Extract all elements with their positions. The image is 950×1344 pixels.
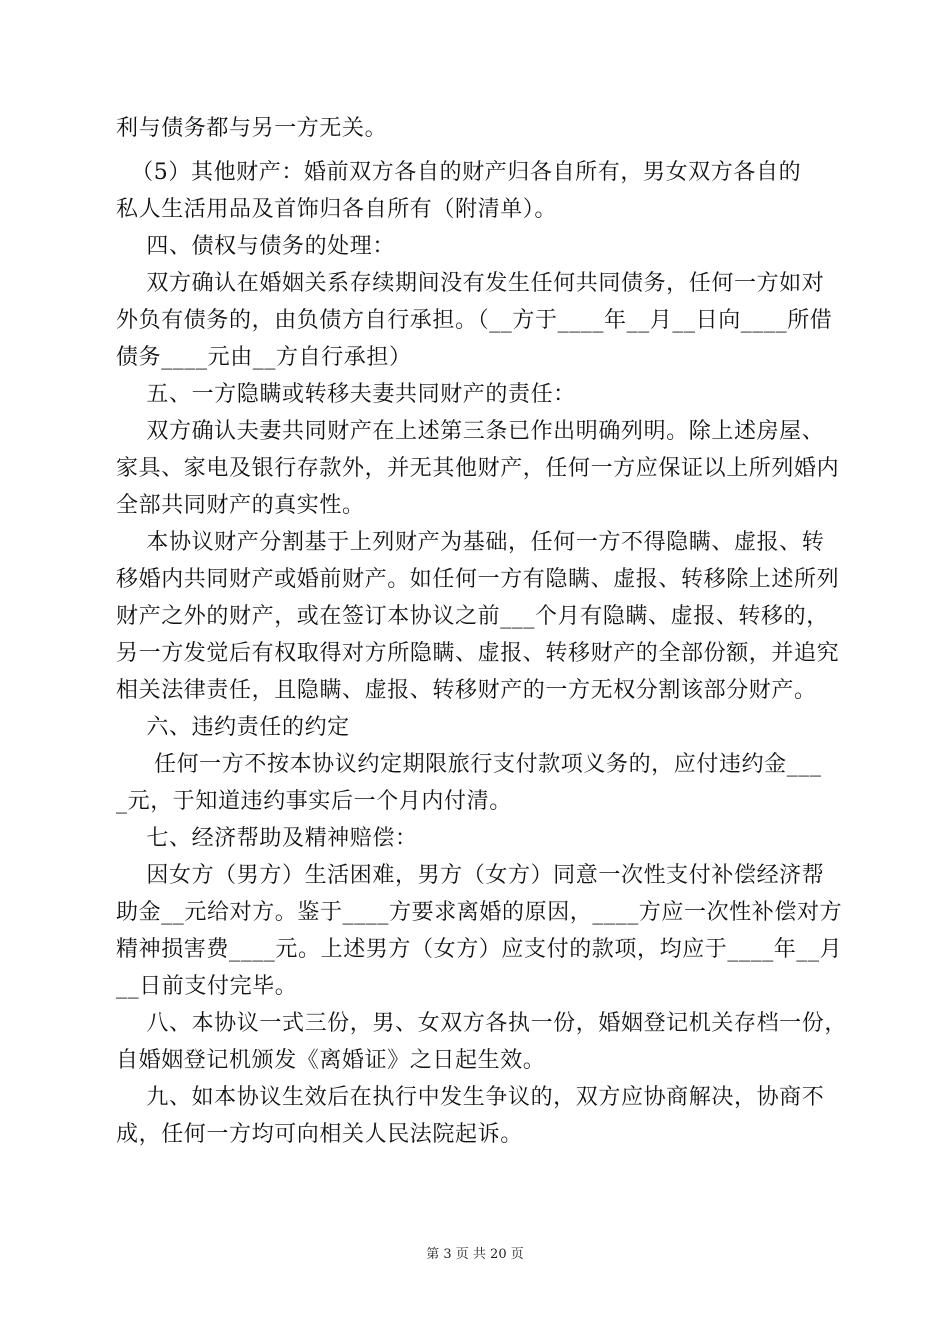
text-line: 精神损害费____元。上述男方（女方）应支付的款项，均应于____年__月: [116, 937, 843, 962]
text-line: 财产之外的财产，或在签订本协议之前___个月有隐瞒、虚报、转移的，: [116, 604, 829, 629]
text-line: 六、违约责任的约定: [116, 715, 350, 740]
text-line: 五、一方隐瞒或转移夫妻共同财产的责任：: [116, 382, 576, 407]
text-line: 相关法律责任，且隐瞒、虚报、转移财产的一方无权分割该部分财产。: [116, 678, 817, 703]
text-line: 利与债务都与另一方无关。: [116, 116, 388, 141]
text-line: 债务____元由__方自行承担）: [116, 345, 412, 370]
text-line: 移婚内共同财产或婚前财产。如任何一方有隐瞒、虚报、转移除上述所列: [116, 567, 840, 592]
text-line: 全部共同财产的真实性。: [116, 493, 365, 518]
text-line: 双方确认夫妻共同财产在上述第三条已作出明确列明。除上述房屋、: [116, 419, 825, 444]
text-line: 家具、家电及银行存款外，并无其他财产，任何一方应保证以上所列婚内: [116, 456, 840, 481]
text-line: 任何一方不按本协议约定期限旅行支付款项义务的，应付违约金___: [116, 752, 822, 777]
text-line: 本协议财产分割基于上列财产为基础，任何一方不得隐瞒、虚报、转: [116, 530, 825, 555]
text-line: 四、债权与债务的处理：: [116, 234, 395, 259]
text-line: _元，于知道违约事实后一个月内付清。: [116, 789, 512, 814]
text-line: 九、如本协议生效后在执行中发生争议的，双方应协商解决，协商不: [116, 1085, 825, 1110]
text-line: __日前支付完毕。: [116, 974, 298, 999]
text-line: 助金__元给对方。鉴于____方要求离婚的原因，____方应一次性补偿对方: [116, 900, 843, 925]
text-line: 另一方发觉后有权取得对方所隐瞒、虚报、转移财产的全部份额，并追究: [116, 641, 840, 666]
text-line: 双方确认在婚姻关系存续期间没有发生任何共同债务，任何一方如对: [116, 271, 825, 296]
text-line: 自婚姻登记机颁发《离婚证》之日起生效。: [116, 1048, 546, 1073]
text-line: 外负有债务的，由负债方自行承担。（__方于____年__月__日向____所借: [116, 308, 833, 333]
text-line: 成，任何一方均可向相关人民法院起诉。: [116, 1122, 523, 1147]
text-line: 私人生活用品及首饰归各自所有（附清单）。: [116, 197, 558, 222]
page-number-footer: 第 3 页 共 20 页: [426, 1247, 524, 1262]
text-line: 八、本协议一式三份，男、女双方各执一份，婚姻登记机关存档一份，: [116, 1011, 847, 1036]
text-line: 因女方（男方）生活困难，男方（女方）同意一次性支付补偿经济帮: [116, 863, 825, 888]
text-line: 七、经济帮助及精神赔偿：: [116, 826, 418, 851]
text-line: （5）其他财产：婚前双方各自的财产归各自所有，男女双方各自的: [116, 160, 802, 185]
